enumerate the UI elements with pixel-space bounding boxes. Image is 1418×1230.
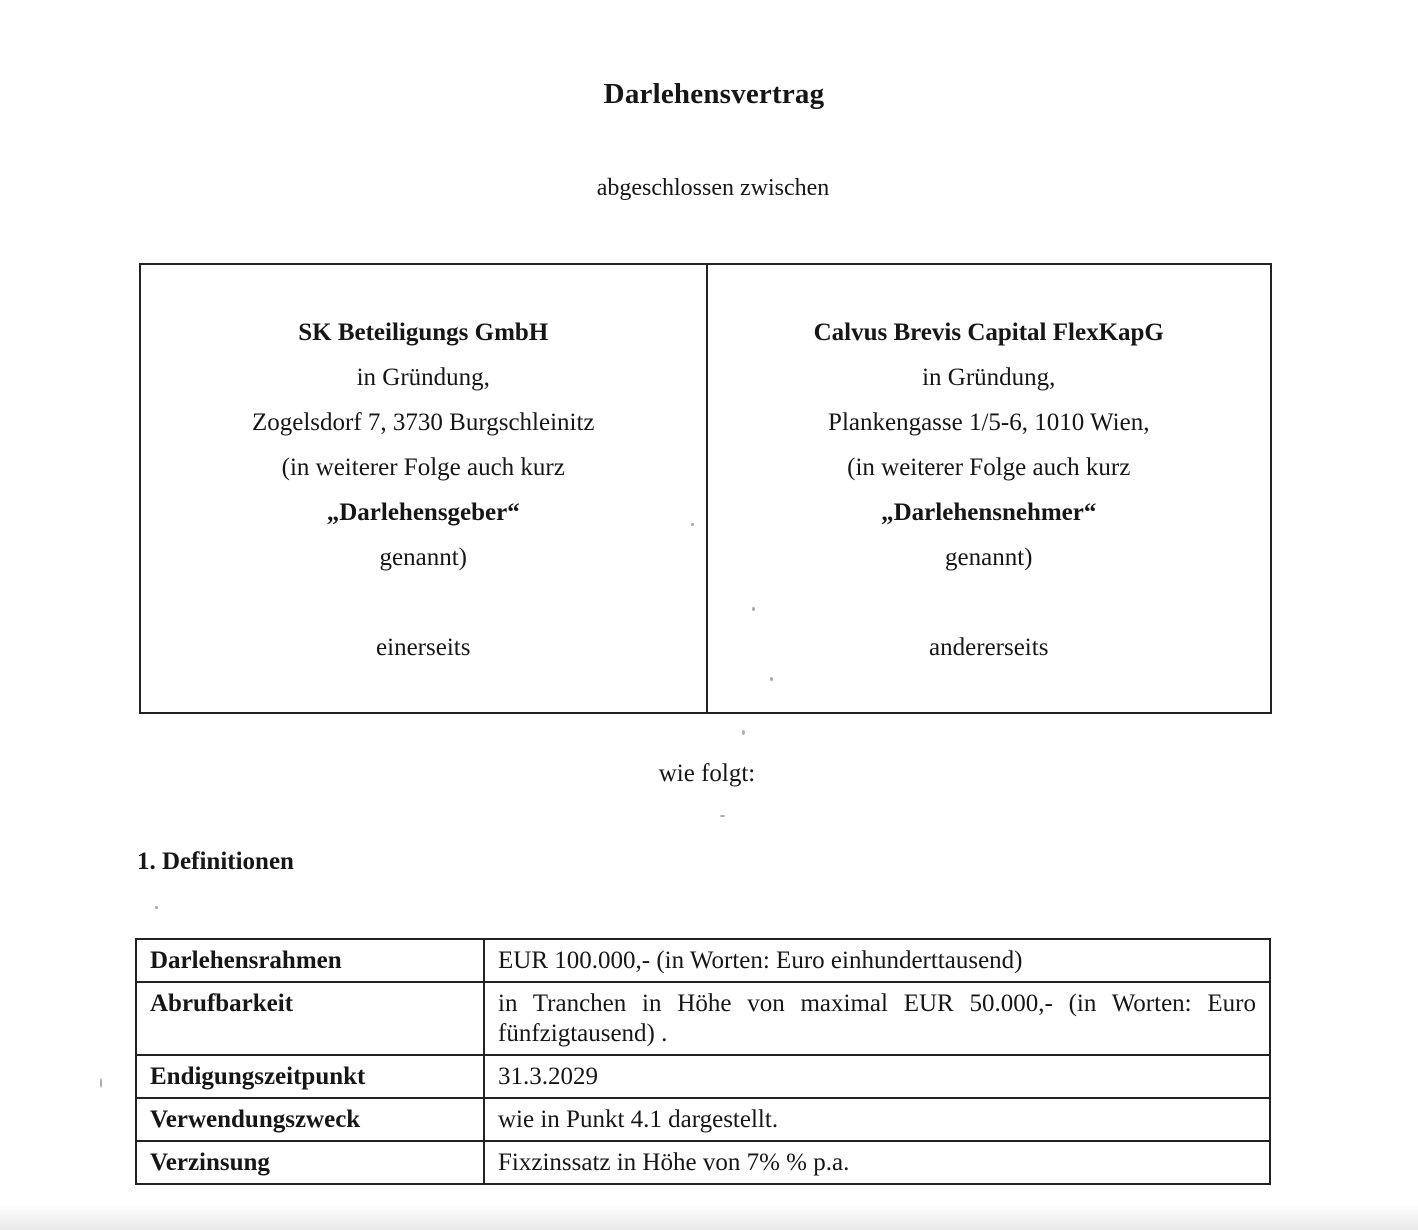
- document-subtitle: abgeschlossen zwischen: [596, 175, 830, 201]
- scan-speck: [720, 815, 725, 817]
- definition-term: Verwendungszweck: [136, 1098, 484, 1141]
- scan-speck: [100, 1078, 102, 1088]
- scan-speck: [770, 677, 773, 681]
- party-role: „Darlehensnehmer“: [881, 499, 1097, 526]
- table-row: [136, 1098, 1270, 1141]
- table-row: [136, 939, 1270, 982]
- parties-box: [139, 263, 1272, 714]
- definition-value: in Tranchen in Höhe von maximal EUR 50.000,- (in Worten: Euro fünfzigtausend) .: [484, 982, 1270, 1055]
- party-side: andererseits: [929, 634, 1049, 661]
- table-row: [136, 982, 1270, 1055]
- party-lender: [141, 265, 706, 712]
- definition-value: Fixzinssatz in Höhe von 7% % p.a.: [484, 1141, 1270, 1184]
- definition-term: Endigungszeitpunkt: [136, 1055, 484, 1098]
- party-borrower: [706, 265, 1271, 712]
- definition-value: 31.3.2029: [484, 1055, 1270, 1098]
- party-status: in Gründung,: [922, 364, 1056, 391]
- transition-text: wie folgt:: [658, 760, 756, 787]
- bottom-shadow: [0, 1204, 1418, 1230]
- definition-term: Darlehensrahmen: [136, 939, 484, 982]
- scan-speck: [742, 730, 745, 735]
- scan-speck: [155, 906, 158, 909]
- table-row: [136, 1141, 1270, 1184]
- party-side: einerseits: [376, 634, 471, 661]
- party-status: in Gründung,: [356, 364, 490, 391]
- party-designation-intro: (in weiterer Folge auch kurz: [281, 454, 565, 481]
- party-role: „Darlehensgeber“: [326, 499, 520, 526]
- party-address: Zogelsdorf 7, 3730 Burgschleinitz: [251, 409, 595, 436]
- section-heading-definitions: 1. Definitionen: [137, 848, 294, 875]
- party-name: Calvus Brevis Capital FlexKapG: [813, 319, 1164, 346]
- document-title: Darlehensvertrag: [603, 78, 825, 110]
- definition-value: EUR 100.000,- (in Worten: Euro einhunderttausend): [484, 939, 1270, 982]
- scan-speck: [752, 607, 755, 611]
- scan-speck: [691, 523, 694, 526]
- party-designation-outro: genannt): [379, 544, 467, 571]
- party-name: SK Beteiligungs GmbH: [298, 319, 549, 346]
- party-designation-intro: (in weiterer Folge auch kurz: [847, 454, 1131, 481]
- definition-term: Verzinsung: [136, 1141, 484, 1184]
- definition-value: wie in Punkt 4.1 dargestellt.: [484, 1098, 1270, 1141]
- definition-term: Abrufbarkeit: [136, 982, 484, 1055]
- definitions-table: [135, 938, 1271, 1185]
- party-address: Plankengasse 1/5-6, 1010 Wien,: [828, 409, 1150, 436]
- table-row: [136, 1055, 1270, 1098]
- party-designation-outro: genannt): [945, 544, 1033, 571]
